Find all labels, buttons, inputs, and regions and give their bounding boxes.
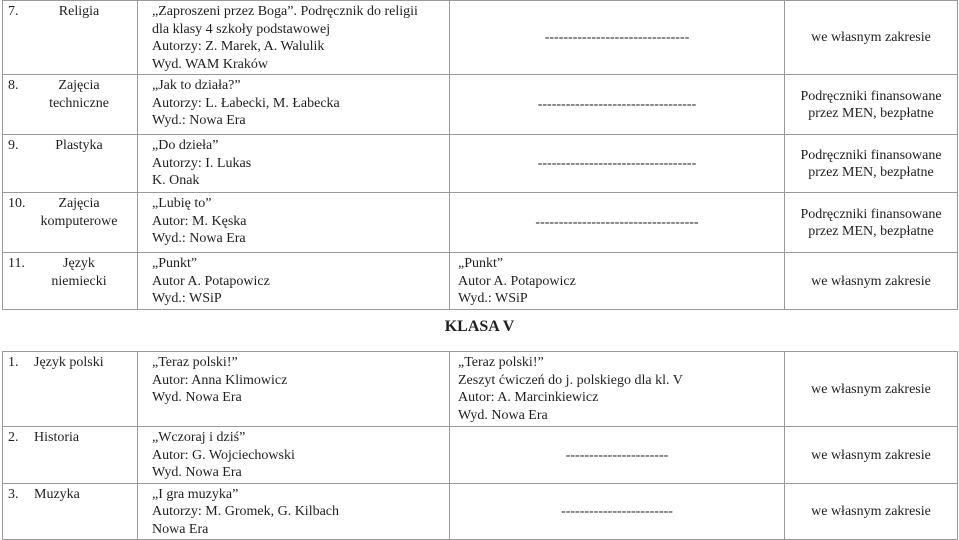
text-line: Wyd. Nowa Era	[458, 407, 548, 423]
exercise-book-cell	[450, 483, 785, 540]
text-line: we własnym zakresie	[811, 30, 931, 46]
text-line: Autor: A. Marcinkiewicz	[458, 390, 599, 405]
exercise-book-cell	[450, 75, 785, 135]
exercise-book-cell	[450, 1, 785, 75]
textbook-cell	[138, 1, 450, 75]
subject-cell	[3, 135, 138, 193]
text-line: we własnym zakresie	[811, 273, 931, 289]
text-line: dla klasy 4 szkoły podstawowej	[152, 21, 331, 37]
table-row	[3, 253, 958, 310]
subject-cell	[3, 483, 138, 540]
row-number: 1.	[8, 355, 19, 370]
text-line: „Punkt”	[458, 256, 504, 271]
table-row	[3, 352, 958, 427]
text-line: „Lubię to”	[152, 196, 212, 211]
text-line: Autor: Anna Klimowicz	[152, 372, 288, 388]
row-number: 9.	[8, 138, 19, 153]
text-line: Wyd. WAM Kraków	[152, 56, 268, 72]
funding-cell	[785, 135, 958, 193]
text-line: „Punkt”	[152, 256, 198, 271]
text-line: -----------------------------------	[535, 215, 699, 231]
textbook-cell	[138, 135, 450, 193]
text-line: Wyd.: WSiP	[152, 291, 222, 306]
text-line: „Zaproszeni przez Boga”. Podręcznik do religii	[152, 4, 418, 19]
text-line: ----------------------------------	[537, 97, 697, 113]
text-line: Wyd. Nowa Era	[152, 390, 242, 405]
exercise-book-cell	[450, 193, 785, 253]
text-line: „I gra muzyka”	[152, 486, 239, 502]
exercise-book-cell	[450, 352, 785, 427]
text-line: Autor A. Potapowicz	[152, 273, 270, 289]
text-line: Wyd.: Nowa Era	[152, 231, 246, 246]
funding-cell	[785, 427, 958, 484]
text-line: przez MEN, bezpłatne	[808, 224, 934, 239]
funding-cell	[785, 253, 958, 310]
text-line: Autorzy: Z. Marek, A. Walulik	[152, 39, 325, 54]
funding-cell	[785, 193, 958, 253]
text-line: Podręczniki finansowane	[800, 88, 942, 104]
exercise-book-cell	[450, 135, 785, 193]
funding-cell	[785, 75, 958, 135]
text-line: Autorzy: L. Łabecki, M. Łabecka	[152, 95, 340, 111]
table-row	[3, 193, 958, 253]
table-row	[3, 483, 958, 540]
text-line: Autor: M. Kęska	[152, 213, 247, 229]
text-line: „Wczoraj i dziś”	[152, 430, 246, 445]
text-line: Wyd.: Nowa Era	[152, 113, 246, 128]
class-heading: KLASA V	[444, 318, 515, 335]
text-line: Podręczniki finansowane	[800, 147, 942, 163]
text-line: ------------------------	[561, 504, 673, 519]
row-number: 7.	[8, 4, 19, 19]
row-number: 3.	[8, 486, 19, 502]
text-line: we własnym zakresie	[811, 504, 931, 519]
subject-cell	[3, 1, 138, 75]
exercise-book-cell	[450, 427, 785, 484]
textbook-cell	[138, 75, 450, 135]
text-line: -------------------------------	[544, 30, 690, 46]
funding-cell	[785, 483, 958, 540]
text-line: „Teraz polski!”	[458, 355, 544, 370]
subject-name: Religia	[58, 4, 100, 19]
textbook-cell	[138, 427, 450, 484]
text-line: we własnym zakresie	[811, 381, 931, 397]
text-line: Autor: G. Wojciechowski	[152, 447, 295, 463]
subject-cell	[3, 75, 138, 135]
textbook-cell	[138, 253, 450, 310]
textbook-cell	[138, 483, 450, 540]
text-line: Autorzy: M. Gromek, G. Kilbach	[152, 504, 340, 519]
row-number: 10.	[8, 196, 26, 211]
funding-cell	[785, 352, 958, 427]
funding-cell	[785, 1, 958, 75]
text-line: ----------------------	[565, 447, 669, 463]
textbook-cell	[138, 352, 450, 427]
subject-name: Język polski	[34, 355, 104, 370]
exercise-book-cell	[450, 253, 785, 310]
text-line: „Teraz polski!”	[152, 355, 238, 370]
row-number: 11.	[8, 256, 25, 271]
text-line: „Jak to działa?”	[152, 78, 241, 93]
text-line: Autorzy: I. Lukas	[152, 155, 252, 171]
textbook-table-bottom	[2, 351, 958, 540]
subject-name: Muzyka	[34, 486, 80, 502]
text-line: przez MEN, bezpłatne	[808, 165, 934, 180]
text-line: Podręczniki finansowane	[800, 206, 942, 222]
text-line: Wyd.: WSiP	[458, 291, 528, 306]
text-line: Autor A. Potapowicz	[458, 273, 576, 289]
textbook-cell	[138, 193, 450, 253]
subject-cell	[3, 427, 138, 484]
textbook-table-top	[2, 0, 958, 310]
subject-name: Język niemiecki	[51, 256, 107, 289]
row-number: 2.	[8, 430, 19, 445]
table-row	[3, 427, 958, 484]
text-line: we własnym zakresie	[811, 447, 931, 463]
subject-name: Zajęcia techniczne	[49, 78, 109, 111]
subject-cell	[3, 352, 138, 427]
table-row	[3, 135, 958, 193]
text-line: przez MEN, bezpłatne	[808, 106, 934, 121]
subject-name: Zajęcia komputerowe	[40, 196, 118, 229]
row-number: 8.	[8, 78, 19, 93]
subject-cell	[3, 253, 138, 310]
text-line: K. Onak	[152, 173, 200, 188]
table-row	[3, 75, 958, 135]
text-line: ----------------------------------	[537, 156, 697, 172]
subject-name: Historia	[34, 430, 80, 445]
text-line: Nowa Era	[152, 521, 209, 537]
text-line: Zeszyt ćwiczeń do j. polskiego dla kl. V	[458, 372, 683, 388]
subject-name: Plastyka	[55, 138, 103, 153]
subject-cell	[3, 193, 138, 253]
text-line: Wyd. Nowa Era	[152, 465, 242, 480]
text-line: „Do dzieła”	[152, 138, 219, 153]
table-row	[3, 1, 958, 75]
